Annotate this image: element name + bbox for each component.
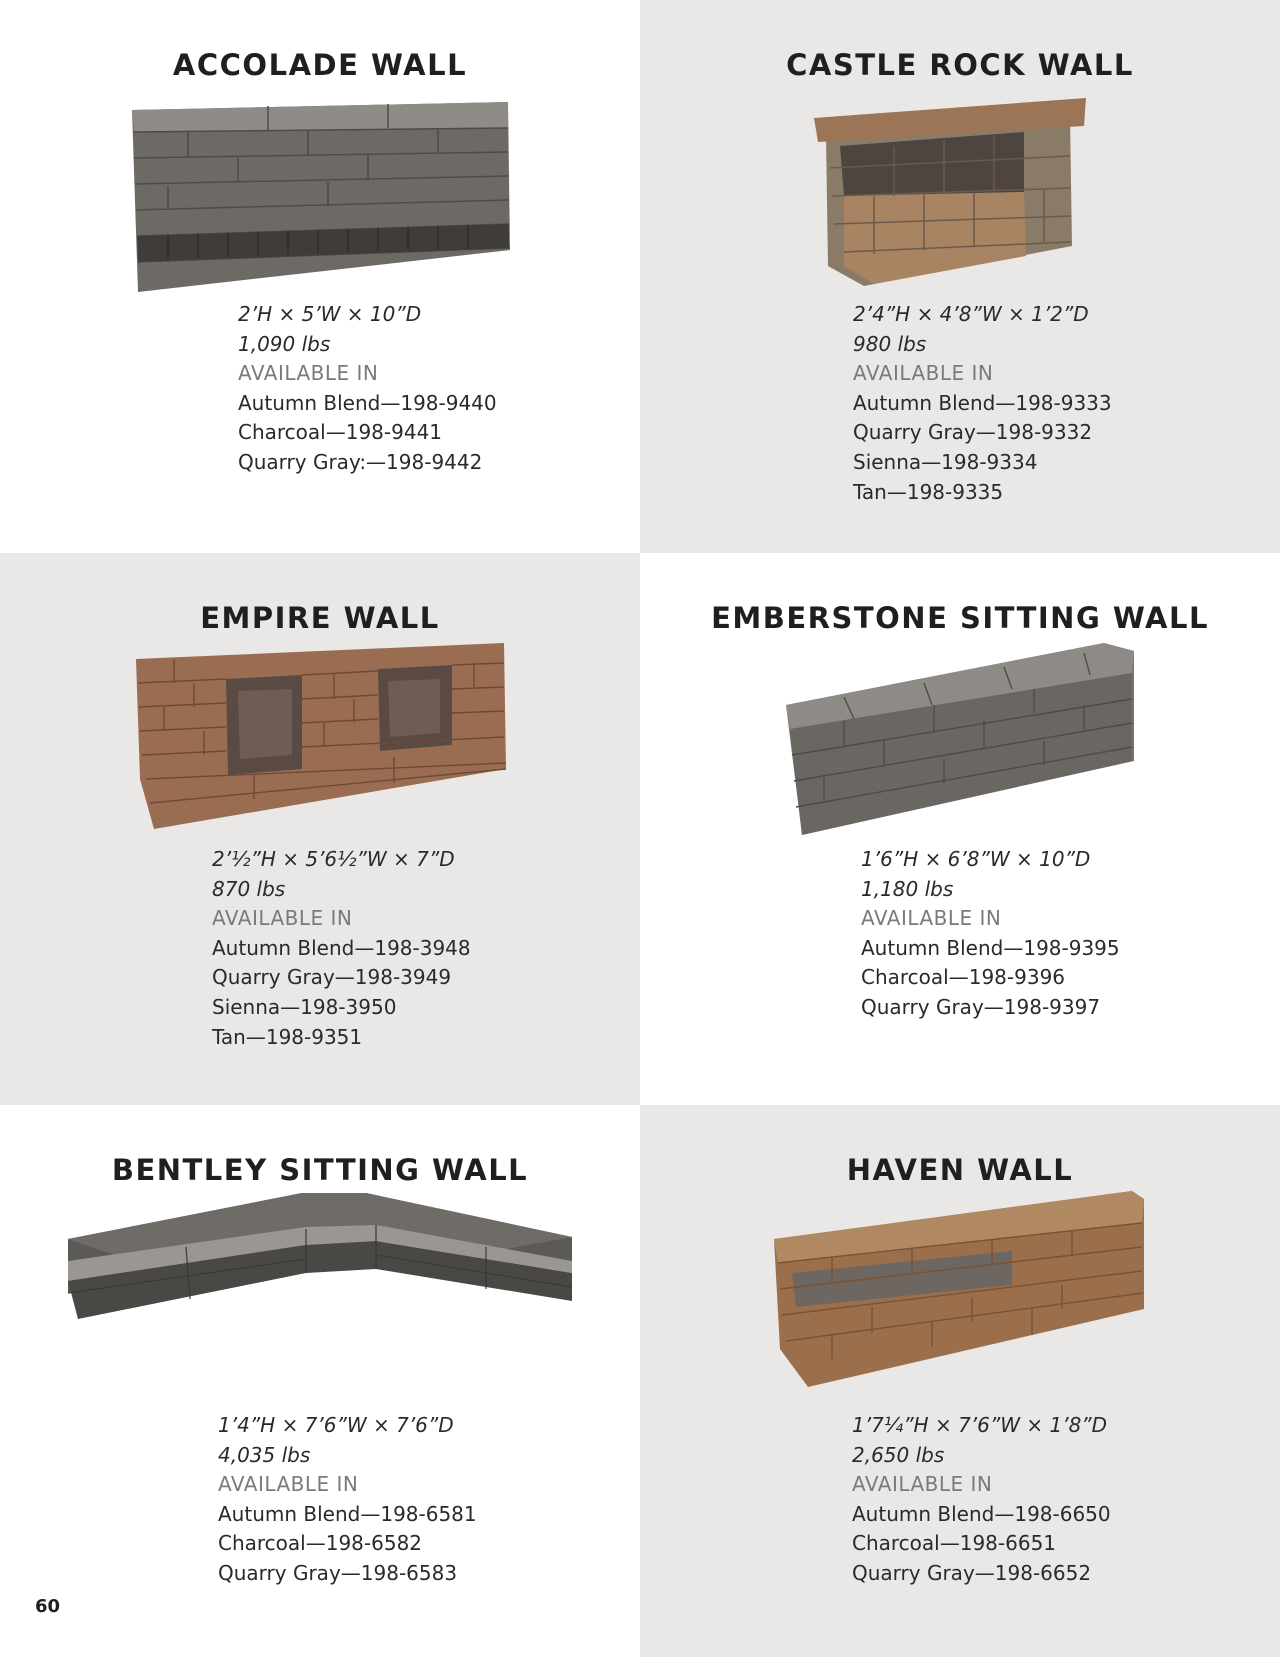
product-card-accolade [0, 0, 640, 553]
product-card-emberstone [640, 553, 1280, 1105]
color-option: Quarry Gray—198-6583 [218, 1560, 458, 1585]
color-option: Quarry Gray—198-3949 [212, 965, 452, 990]
page-number: 60 [35, 1596, 61, 1617]
product-specs [853, 300, 1112, 507]
product-title: ACCOLADE WALL [172, 48, 468, 82]
available-in-label: AVAILABLE IN [853, 361, 994, 386]
empire-wall-image [134, 639, 510, 831]
product-specs [212, 845, 471, 1052]
color-option: Autumn Blend—198-3948 [212, 935, 471, 960]
product-title: EMBERSTONE SITTING WALL [711, 601, 1209, 635]
product-dimensions: 1’6”H × 6’8”W × 10”D [861, 847, 1091, 871]
product-title: CASTLE ROCK WALL [786, 48, 1134, 82]
product-card-haven [640, 1105, 1280, 1657]
product-card-castle-rock [640, 0, 1280, 553]
product-dimensions: 2’½”H × 5’6½”W × 7”D [212, 847, 455, 871]
available-in-label: AVAILABLE IN [218, 1472, 359, 1497]
product-weight: 2,650 lbs [852, 1442, 945, 1467]
product-specs [238, 300, 497, 478]
product-title: BENTLEY SITTING WALL [111, 1153, 529, 1187]
available-in-label: AVAILABLE IN [238, 361, 379, 386]
color-option: Tan—198-9335 [853, 479, 1004, 504]
castle-rock-wall-image [814, 96, 1096, 292]
color-option: Quarry Gray—198-9332 [853, 420, 1093, 445]
product-title: HAVEN WALL [846, 1153, 1074, 1187]
product-dimensions: 2’H × 5’W × 10”D [238, 302, 422, 326]
color-option: Autumn Blend—198-6650 [852, 1501, 1111, 1526]
product-card-bentley [0, 1105, 640, 1657]
color-option: Quarry Gray—198-6652 [852, 1560, 1092, 1585]
color-option: Quarry Gray—198-9397 [861, 994, 1101, 1019]
product-weight: 1,090 lbs [238, 331, 331, 356]
color-option: Autumn Blend—198-9333 [853, 390, 1112, 415]
color-option: Tan—198-9351 [212, 1024, 363, 1049]
product-dimensions: 1’4”H × 7’6”W × 7’6”D [218, 1413, 454, 1437]
accolade-wall-image [128, 100, 514, 295]
product-weight: 870 lbs [212, 876, 286, 901]
available-in-label: AVAILABLE IN [861, 906, 1002, 931]
color-option: Autumn Blend—198-9395 [861, 935, 1120, 960]
color-option: Charcoal—198-6582 [218, 1531, 423, 1556]
product-specs [218, 1411, 477, 1589]
product-card-empire [0, 553, 640, 1105]
color-option: Autumn Blend—198-6581 [218, 1501, 477, 1526]
color-option: Autumn Blend—198-9440 [238, 390, 497, 415]
product-dimensions: 1’7¼”H × 7’6”W × 1’8”D [852, 1413, 1108, 1437]
haven-wall-image [772, 1189, 1148, 1389]
color-option: Charcoal—198-9396 [861, 965, 1066, 990]
available-in-label: AVAILABLE IN [852, 1472, 993, 1497]
available-in-label: AVAILABLE IN [212, 906, 353, 931]
product-specs [861, 845, 1120, 1023]
product-weight: 4,035 lbs [218, 1442, 311, 1467]
product-weight: 1,180 lbs [861, 876, 954, 901]
bentley-wall-image [66, 1189, 574, 1325]
product-weight: 980 lbs [853, 331, 927, 356]
color-option: Quarry Gray:—198-9442 [238, 449, 483, 474]
product-dimensions: 2’4”H × 4’8”W × 1’2”D [853, 302, 1089, 326]
product-specs [852, 1411, 1111, 1589]
color-option: Charcoal—198-6651 [852, 1531, 1057, 1556]
color-option: Charcoal—198-9441 [238, 420, 443, 445]
color-option: Sienna—198-9334 [853, 449, 1038, 474]
emberstone-wall-image [784, 641, 1136, 837]
product-title: EMPIRE WALL [200, 601, 440, 635]
color-option: Sienna—198-3950 [212, 994, 397, 1019]
